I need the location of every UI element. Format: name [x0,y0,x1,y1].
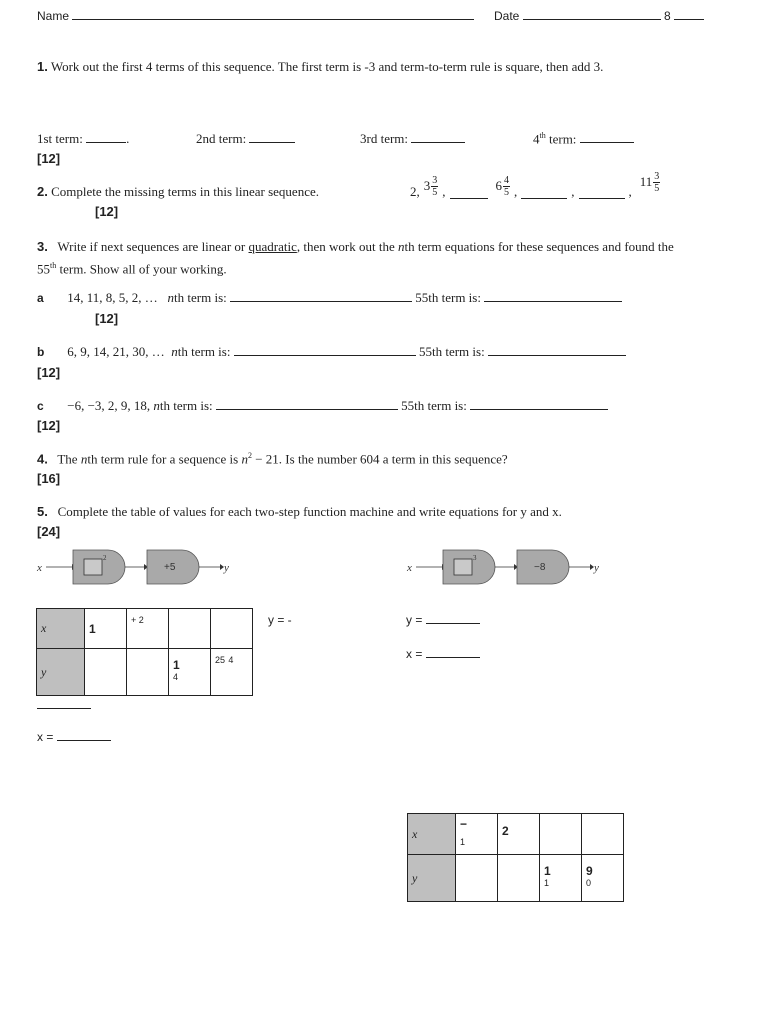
date-field[interactable] [523,9,661,20]
table2-x-cell[interactable]: 2 [498,814,540,855]
fm1-operation: +5 [164,562,176,573]
function-machine-1 [36,547,266,587]
table2-y-cell[interactable] [498,855,540,902]
q3b-55th-blank[interactable] [488,345,626,356]
table1-y-cell[interactable] [127,649,169,696]
q2-sequence: 2, 3 $\frac{3}{5}$ , 6 $\frac{4}{5}$ , , , 11 $\frac{3}{5}$ [410,170,660,200]
q3-number: 3. [37,239,48,254]
q3b-nth-blank[interactable] [234,345,416,356]
name-label: Name [37,9,70,23]
fm1-square-box-icon [84,559,102,575]
q3c-55th-blank[interactable] [470,399,608,410]
eq2-y-blank[interactable] [426,613,480,624]
fm1-power: 2 [103,554,107,562]
fm2-cube-box-icon [454,559,472,575]
q2-first-term: 2, [410,184,420,200]
eq1-x-blank[interactable] [57,730,111,741]
date-label: Date [494,9,520,23]
q3c-nth-blank[interactable] [216,399,398,410]
q5-number: 5. [37,504,48,519]
q3-text: 3. Write if next sequences are linear or quadratic, then work out the nth term equations for these sequences and found the 55th term. Show all of your working. [37,239,674,277]
table1-x-cell[interactable] [169,609,211,649]
fm1-input-label: x [37,562,42,574]
q2-term-last: 11 $\frac{3}{5}$ [639,170,660,194]
q3a-marks: [12] [95,311,119,326]
q1-term2-blank[interactable] [249,132,295,143]
q2-text [37,184,319,200]
table2-x-row [408,814,624,855]
table1-y-header: y [37,649,85,696]
table-of-values-1 [36,608,253,696]
q3c-row: c −6, −3, 2, 9, 18, nth term is: 55th term is: [37,398,608,414]
header-name-row [37,9,474,23]
fm2-output-label: y [594,562,599,574]
table2-x-cell[interactable] [582,814,624,855]
q3a-sequence: 14, 11, 8, 5, 2, … [67,290,158,305]
eq2-y: y = [406,613,480,627]
q2-number: 2. [37,184,48,199]
table1-x-row [37,609,253,649]
table1-x-cell[interactable] [211,609,253,649]
table2-x-header: x [408,814,456,855]
q2-marks: [12] [95,204,119,219]
fm2-input-label: x [407,562,412,574]
fm1-output-label: y [224,562,229,574]
q3b-sequence: 6, 9, 14, 21, 30, … [67,344,165,359]
q3a-nth-blank[interactable] [230,291,412,302]
q3b-marks: [12] [37,365,61,380]
table1-y-row [37,649,253,696]
table2-y-cell[interactable] [456,855,498,902]
q1-prompt: Work out the first 4 terms of this sequence. The first term is -3 and term-to-term rule is square, then add 3. [50,59,604,74]
q3c-marks: [12] [37,418,61,433]
q1-term3-blank[interactable] [411,132,465,143]
table1-y-cell[interactable] [85,649,127,696]
fm2-operation: −8 [534,562,546,573]
q1-term4-blank[interactable] [580,132,634,143]
q1-term2: 2nd term: [196,131,295,147]
table1-y-cell[interactable]: 1 4 [169,649,211,696]
q1-text [37,57,677,76]
eq1-x: x = [37,730,111,744]
q1-marks: [12] [37,151,61,166]
q3c-sequence: −6, −3, 2, 9, 18, [67,398,151,413]
table2-y-cell[interactable]: 9 0 [582,855,624,902]
q2-term-2: 3 $\frac{3}{5}$ [423,174,438,198]
fm2-power: 3 [473,554,477,562]
table2-x-cell[interactable]: − 1 [456,814,498,855]
table2-y-header: y [408,855,456,902]
q2-term-4: 6 $\frac{4}{5}$ [495,174,509,198]
table1-x-cell[interactable]: + 2 [127,609,169,649]
q5-marks: [24] [37,524,61,539]
q3a-row: a 14, 11, 8, 5, 2, … nth term is: 55th term is: [37,290,622,306]
header-date-row [494,9,704,23]
q3a-55th-blank[interactable] [484,291,622,302]
set-field[interactable] [674,9,704,20]
q3-quadratic-word: quadratic [248,239,297,254]
table-of-values-2 [407,813,624,902]
eq2-x-blank[interactable] [426,647,480,658]
name-field[interactable] [72,9,474,20]
q1-term4: 4th term: [533,131,634,147]
eq1-y-continuation [37,697,91,713]
q4-marks: [16] [37,471,61,486]
q1-term3: 3rd term: [360,131,465,147]
q5-text: 5. Complete the table of values for each two-step function machine and write equations for y and x. [37,504,562,519]
q2-prompt: Complete the missing terms in this linear sequence. [51,184,319,199]
eq1-y: y = - [268,613,292,627]
table1-x-cell[interactable]: 1 [85,609,127,649]
eq2-x: x = [406,647,480,661]
q1-number: 1. [37,59,48,74]
table1-y-cell[interactable]: 25 4 [211,649,253,696]
table2-x-cell[interactable] [540,814,582,855]
q4-text: 4. The nth term rule for a sequence is $n^2 - 21$. Is the number 604 a term in this sequence? [37,451,508,467]
q2-blank-1[interactable] [450,188,488,199]
q1-term1-blank[interactable] [86,132,126,143]
q4-number: 4. [37,451,48,467]
table2-y-row [408,855,624,902]
function-machine-2 [406,547,636,587]
q1-term1: 1st term: . [37,131,130,146]
eq1-y-blank[interactable] [37,698,91,709]
q2-blank-3[interactable] [579,188,625,199]
table2-y-cell[interactable]: 1 1 [540,855,582,902]
table1-x-header: x [37,609,85,649]
set-label: 8 [664,9,671,23]
q2-blank-2[interactable] [521,188,567,199]
q3b-row: b 6, 9, 14, 21, 30, … nth term is: 55th term is: [37,344,626,360]
